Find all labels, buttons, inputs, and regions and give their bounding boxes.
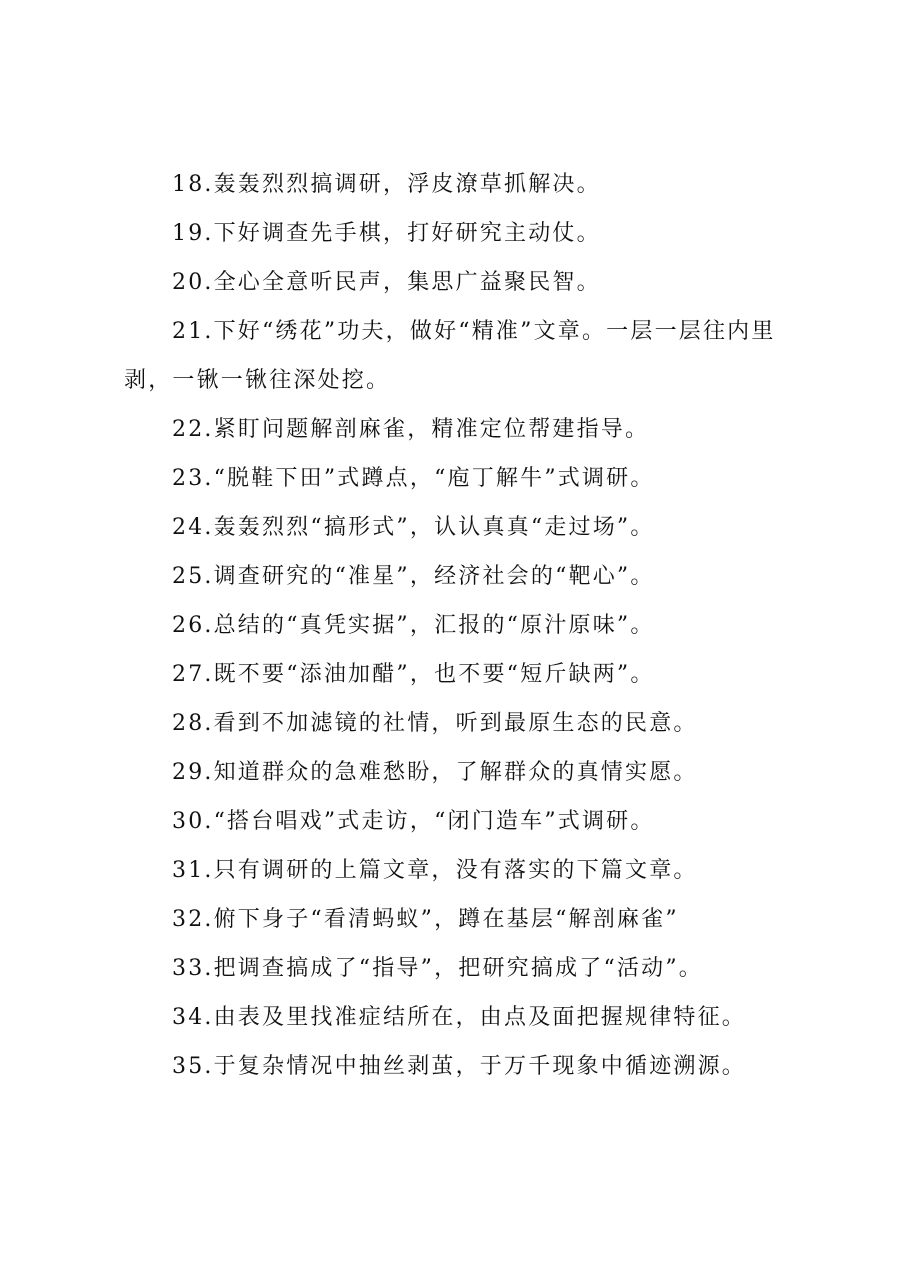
paragraph-29: 29.知道群众的急难愁盼，了解群众的真情实愿。: [172, 760, 698, 785]
paragraph-28: 28.看到不加滤镜的社情，听到最原生态的民意。: [172, 711, 698, 736]
paragraph-18: 18.轰轰烈烈搞调研，浮皮潦草抓解决。: [172, 172, 601, 197]
paragraph-30: 30.“搭台唱戏”式走访，“闭门造车”式调研。: [172, 809, 655, 834]
paragraph-32: 32.俯下身子“看清蚂蚁”，蹲在基层“解剖麻雀”: [172, 907, 679, 932]
paragraph-20: 20.全心全意听民声，集思广益聚民智。: [172, 270, 601, 295]
paragraph-24: 24.轰轰烈烈“搞形式”，认认真真“走过场”。: [172, 515, 655, 540]
paragraph-19: 19.下好调查先手棋，打好研究主动仗。: [172, 221, 601, 246]
paragraph-33: 33.把调查搞成了“指导”，把研究搞成了“活动”。: [172, 956, 703, 981]
paragraph-26: 26.总结的“真凭实据”，汇报的“原汁原味”。: [172, 613, 655, 638]
paragraph-35: 35.于复杂情况中抽丝剥茧，于万千现象中循迹溯源。: [172, 1054, 746, 1079]
document-body: [124, 160, 804, 1091]
paragraph-31: 31.只有调研的上篇文章，没有落实的下篇文章。: [172, 858, 698, 883]
paragraph-22: 22.紧盯问题解剖麻雀，精准定位帮建指导。: [172, 417, 650, 442]
paragraph-27: 27.既不要“添油加醋”，也不要“短斤缺两”。: [172, 662, 655, 687]
paragraph-34: 34.由表及里找准症结所在，由点及面把握规律特征。: [172, 1005, 746, 1030]
paragraph-25: 25.调查研究的“准星”，经济社会的“靶心”。: [172, 564, 655, 589]
paragraph-23: 23.“脱鞋下田”式蹲点，“庖丁解牛”式调研。: [172, 466, 655, 491]
paragraph-21: 21.下好“绣花”功夫，做好“精准”文章。一层一层往内里剥，一锹一锹往深处挖。: [124, 319, 776, 393]
